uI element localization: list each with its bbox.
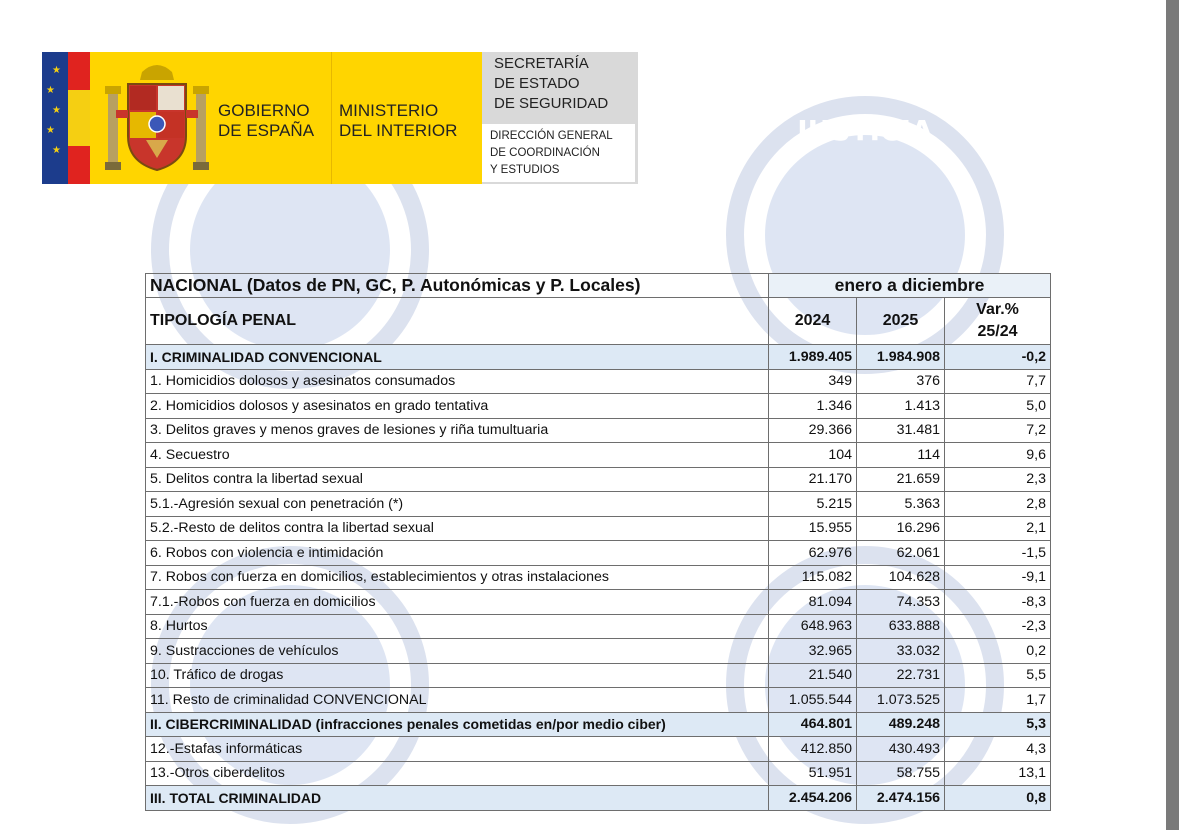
row-value-2024: 464.801	[769, 712, 857, 737]
right-edge-bar	[1166, 0, 1179, 830]
row-value-2025: 1.413	[857, 394, 945, 419]
row-value-2025: 31.481	[857, 418, 945, 443]
row-value-2025: 16.296	[857, 516, 945, 541]
row-value-2024: 29.366	[769, 418, 857, 443]
row-value-2025: 376	[857, 369, 945, 394]
table-row	[146, 639, 1051, 664]
row-value-2024: 15.955	[769, 516, 857, 541]
row-value-2025: 2.474.156	[857, 786, 945, 811]
row-label: III. TOTAL CRIMINALIDAD	[146, 786, 769, 811]
row-value-2025: 62.061	[857, 541, 945, 566]
table-row	[146, 443, 1051, 468]
table-row	[146, 467, 1051, 492]
table-row	[146, 761, 1051, 786]
row-value-var: 5,3	[945, 712, 1051, 737]
row-value-var: 5,5	[945, 663, 1051, 688]
row-value-2024: 62.976	[769, 541, 857, 566]
row-label: 1. Homicidios dolosos y asesinatos consumados	[146, 369, 769, 394]
row-value-2024: 51.951	[769, 761, 857, 786]
row-label: 12.-Estafas informáticas	[146, 737, 769, 762]
table-row	[146, 737, 1051, 762]
coat-of-arms-icon	[102, 58, 212, 176]
row-value-2025: 489.248	[857, 712, 945, 737]
table-column-header-row	[146, 298, 1051, 345]
gobierno-logo	[42, 52, 638, 184]
row-value-2025: 58.755	[857, 761, 945, 786]
row-value-var: 1,7	[945, 688, 1051, 713]
row-label: 4. Secuestro	[146, 443, 769, 468]
eu-star-icon: ★	[52, 105, 61, 116]
table-row	[146, 688, 1051, 713]
row-value-var: 9,6	[945, 443, 1051, 468]
table-row	[146, 663, 1051, 688]
row-value-var: -0,2	[945, 345, 1051, 370]
row-value-var: 7,2	[945, 418, 1051, 443]
table-header-row	[146, 274, 1051, 298]
table-title: NACIONAL (Datos de PN, GC, P. Autonómicas y P. Locales)	[146, 274, 769, 298]
column-header-2024: 2024	[769, 298, 857, 345]
secretaria-text: SECRETARÍA DE ESTADO DE SEGURIDAD	[494, 55, 609, 112]
row-value-var: 4,3	[945, 737, 1051, 762]
row-label: 5.2.-Resto de delitos contra la libertad sexual	[146, 516, 769, 541]
gobierno-text: GOBIERNO DE ESPAÑA	[218, 101, 315, 140]
ministerio-text: MINISTERIO DEL INTERIOR	[339, 101, 458, 140]
row-label: 5. Delitos contra la libertad sexual	[146, 467, 769, 492]
row-label: 8. Hurtos	[146, 614, 769, 639]
row-value-2024: 648.963	[769, 614, 857, 639]
row-label: 9. Sustracciones de vehículos	[146, 639, 769, 664]
row-value-2024: 5.215	[769, 492, 857, 517]
table-row	[146, 369, 1051, 394]
row-value-2025: 5.363	[857, 492, 945, 517]
row-label: I. CRIMINALIDAD CONVENCIONAL	[146, 345, 769, 370]
row-value-var: -8,3	[945, 590, 1051, 615]
watermark-text: JUSTICIA	[797, 114, 933, 147]
row-label: 11. Resto de criminalidad CONVENCIONAL	[146, 688, 769, 713]
logo-divider	[331, 52, 332, 184]
row-value-2024: 2.454.206	[769, 786, 857, 811]
row-value-var: -2,3	[945, 614, 1051, 639]
eu-star-icon: ★	[46, 85, 55, 96]
eu-star-icon: ★	[52, 145, 61, 156]
row-value-var: 2,8	[945, 492, 1051, 517]
table-period: enero a diciembre	[769, 274, 1051, 298]
row-value-var: 5,0	[945, 394, 1051, 419]
row-value-var: 0,8	[945, 786, 1051, 811]
row-value-2024: 115.082	[769, 565, 857, 590]
row-value-2024: 81.094	[769, 590, 857, 615]
column-header-tipologia: TIPOLOGÍA PENAL	[146, 298, 769, 345]
row-value-var: -1,5	[945, 541, 1051, 566]
table-row	[146, 565, 1051, 590]
row-label: 3. Delitos graves y menos graves de lesiones y riña tumultuaria	[146, 418, 769, 443]
table-row	[146, 516, 1051, 541]
row-label: II. CIBERCRIMINALIDAD (infracciones penales cometidas en/por medio ciber)	[146, 712, 769, 737]
row-value-2024: 1.346	[769, 394, 857, 419]
row-label: 6. Robos con violencia e intimidación	[146, 541, 769, 566]
row-value-2024: 21.170	[769, 467, 857, 492]
row-value-var: 7,7	[945, 369, 1051, 394]
row-value-2025: 74.353	[857, 590, 945, 615]
row-label: 2. Homicidios dolosos y asesinatos en grado tentativa	[146, 394, 769, 419]
row-label: 5.1.-Agresión sexual con penetración (*)	[146, 492, 769, 517]
column-header-var: Var.% 25/24	[945, 298, 1051, 345]
row-value-2024: 104	[769, 443, 857, 468]
row-value-var: 2,3	[945, 467, 1051, 492]
table-section-row	[146, 712, 1051, 737]
row-value-2025: 22.731	[857, 663, 945, 688]
row-value-var: -9,1	[945, 565, 1051, 590]
row-value-2024: 1.989.405	[769, 345, 857, 370]
table-row	[146, 492, 1051, 517]
row-label: 13.-Otros ciberdelitos	[146, 761, 769, 786]
row-value-2024: 1.055.544	[769, 688, 857, 713]
row-value-2025: 1.984.908	[857, 345, 945, 370]
row-label: 10. Tráfico de drogas	[146, 663, 769, 688]
flag-yellow-stripe	[68, 90, 90, 146]
row-value-2025: 633.888	[857, 614, 945, 639]
row-value-2024: 349	[769, 369, 857, 394]
row-label: 7.1.-Robos con fuerza en domicilios	[146, 590, 769, 615]
row-value-2025: 33.032	[857, 639, 945, 664]
row-value-var: 13,1	[945, 761, 1051, 786]
table-row	[146, 394, 1051, 419]
row-value-2025: 1.073.525	[857, 688, 945, 713]
row-label: 7. Robos con fuerza en domicilios, establecimientos y otras instalaciones	[146, 565, 769, 590]
table-section-row	[146, 786, 1051, 811]
table-row	[146, 590, 1051, 615]
eu-star-icon: ★	[46, 125, 55, 136]
row-value-2024: 412.850	[769, 737, 857, 762]
eu-star-icon: ★	[52, 65, 61, 76]
row-value-var: 2,1	[945, 516, 1051, 541]
column-header-2025: 2025	[857, 298, 945, 345]
row-value-2025: 21.659	[857, 467, 945, 492]
row-value-2025: 104.628	[857, 565, 945, 590]
flag-red-stripe	[68, 52, 90, 90]
row-value-2025: 430.493	[857, 737, 945, 762]
flag-red-stripe	[68, 146, 90, 184]
direccion-text: DIRECCIÓN GENERAL DE COORDINACIÓN Y ESTUDIOS	[490, 130, 613, 176]
table-row	[146, 614, 1051, 639]
table-row	[146, 541, 1051, 566]
row-value-2024: 21.540	[769, 663, 857, 688]
row-value-var: 0,2	[945, 639, 1051, 664]
row-value-2024: 32.965	[769, 639, 857, 664]
criminalidad-table	[145, 273, 1051, 811]
row-value-2025: 114	[857, 443, 945, 468]
table-section-row	[146, 345, 1051, 370]
table-row	[146, 418, 1051, 443]
